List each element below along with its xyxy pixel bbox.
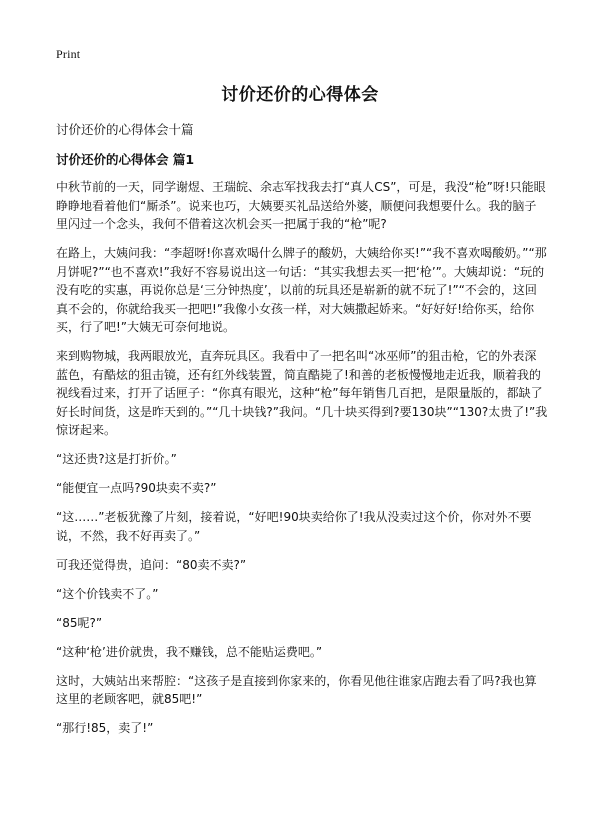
- print-link[interactable]: Print: [56, 47, 81, 61]
- paragraph: “那行!85，卖了!”: [56, 721, 154, 735]
- paragraph: 来到购物城，我两眼放光，直奔玩具区。我看中了一把名叫“冰巫师”的狙击枪，它的外表深蓝色，有酷炫的狙击镜，还有红外线装置，简直酷毙了!和善的老板慢慢地走近我，顺着我的视线看过来，打开了话匣子：“你真有眼光，这种“枪”每年销售几百把，是限量版的，都缺了好长时间货，这是昨天到的。”“几十块钱?”我问。“几十块买得到?要130块”“130?太贵了!”我惊讶起来。: [56, 349, 548, 437]
- paragraph: “这还贵?这是打折价。”: [56, 452, 177, 466]
- paragraph: “这……”老板犹豫了片刻，接着说，“好吧!90块卖给你了!我从没卖过这个价，你对外不要说，不然，我不好再卖了。”: [56, 510, 532, 543]
- section-heading: 讨价还价的心得体会 篇1: [56, 152, 195, 167]
- paragraph: 中秋节前的一天，同学谢煜、王瑞皖、余志军找我去打“真人CS”，可是，我没“枪”呀!只能眼睁睁地看着他们“厮杀”。说来也巧，大姨要买礼品送给外婆，顺便问我想要什么。我的脑子里闪过一个念头，我何不借着这次机会买一把属于我的“枪”呢?: [56, 180, 546, 231]
- paragraph: “能便宜一点吗?90块卖不卖?”: [56, 481, 217, 495]
- paragraph: 在路上，大姨问我：“李超呀!你喜欢喝什么牌子的酸奶，大姨给你买!”“我不喜欢喝酸奶。”“那月饼呢?”“也不喜欢!”我好不容易说出这一句话：“其实我想去买一把‘枪’”。大姨却说：“玩的没有吃的实惠，再说你总是‘三分钟热度’，以前的玩具还是崭新的就不玩了!”“不会的，这回真不会的，你就给我买一把吧!”我像小女孩一样，对大姨撒起娇来。“好好好!给你买，给你买，行了吧!”大姨无可奈何地说。: [56, 246, 547, 334]
- article-subtitle: 讨价还价的心得体会十篇: [56, 122, 194, 137]
- paragraph: “这种‘枪’进价就贵，我不赚钱，总不能贴运费吧。”: [56, 644, 323, 659]
- paragraph: 可我还觉得贵，追问：“80卖不卖?”: [56, 557, 247, 572]
- paragraph: 这时，大姨站出来帮腔：“这孩子是直接到你家来的，你看见他往谁家店跑去看了吗?我也算这里的老顾客吧，就85吧!”: [56, 673, 537, 706]
- page-title: 讨价还价的心得体会: [221, 85, 379, 105]
- paragraph: “这个价钱卖不了。”: [56, 586, 159, 601]
- paragraph: “85呢?”: [56, 615, 103, 630]
- article-body: [56, 178, 548, 748]
